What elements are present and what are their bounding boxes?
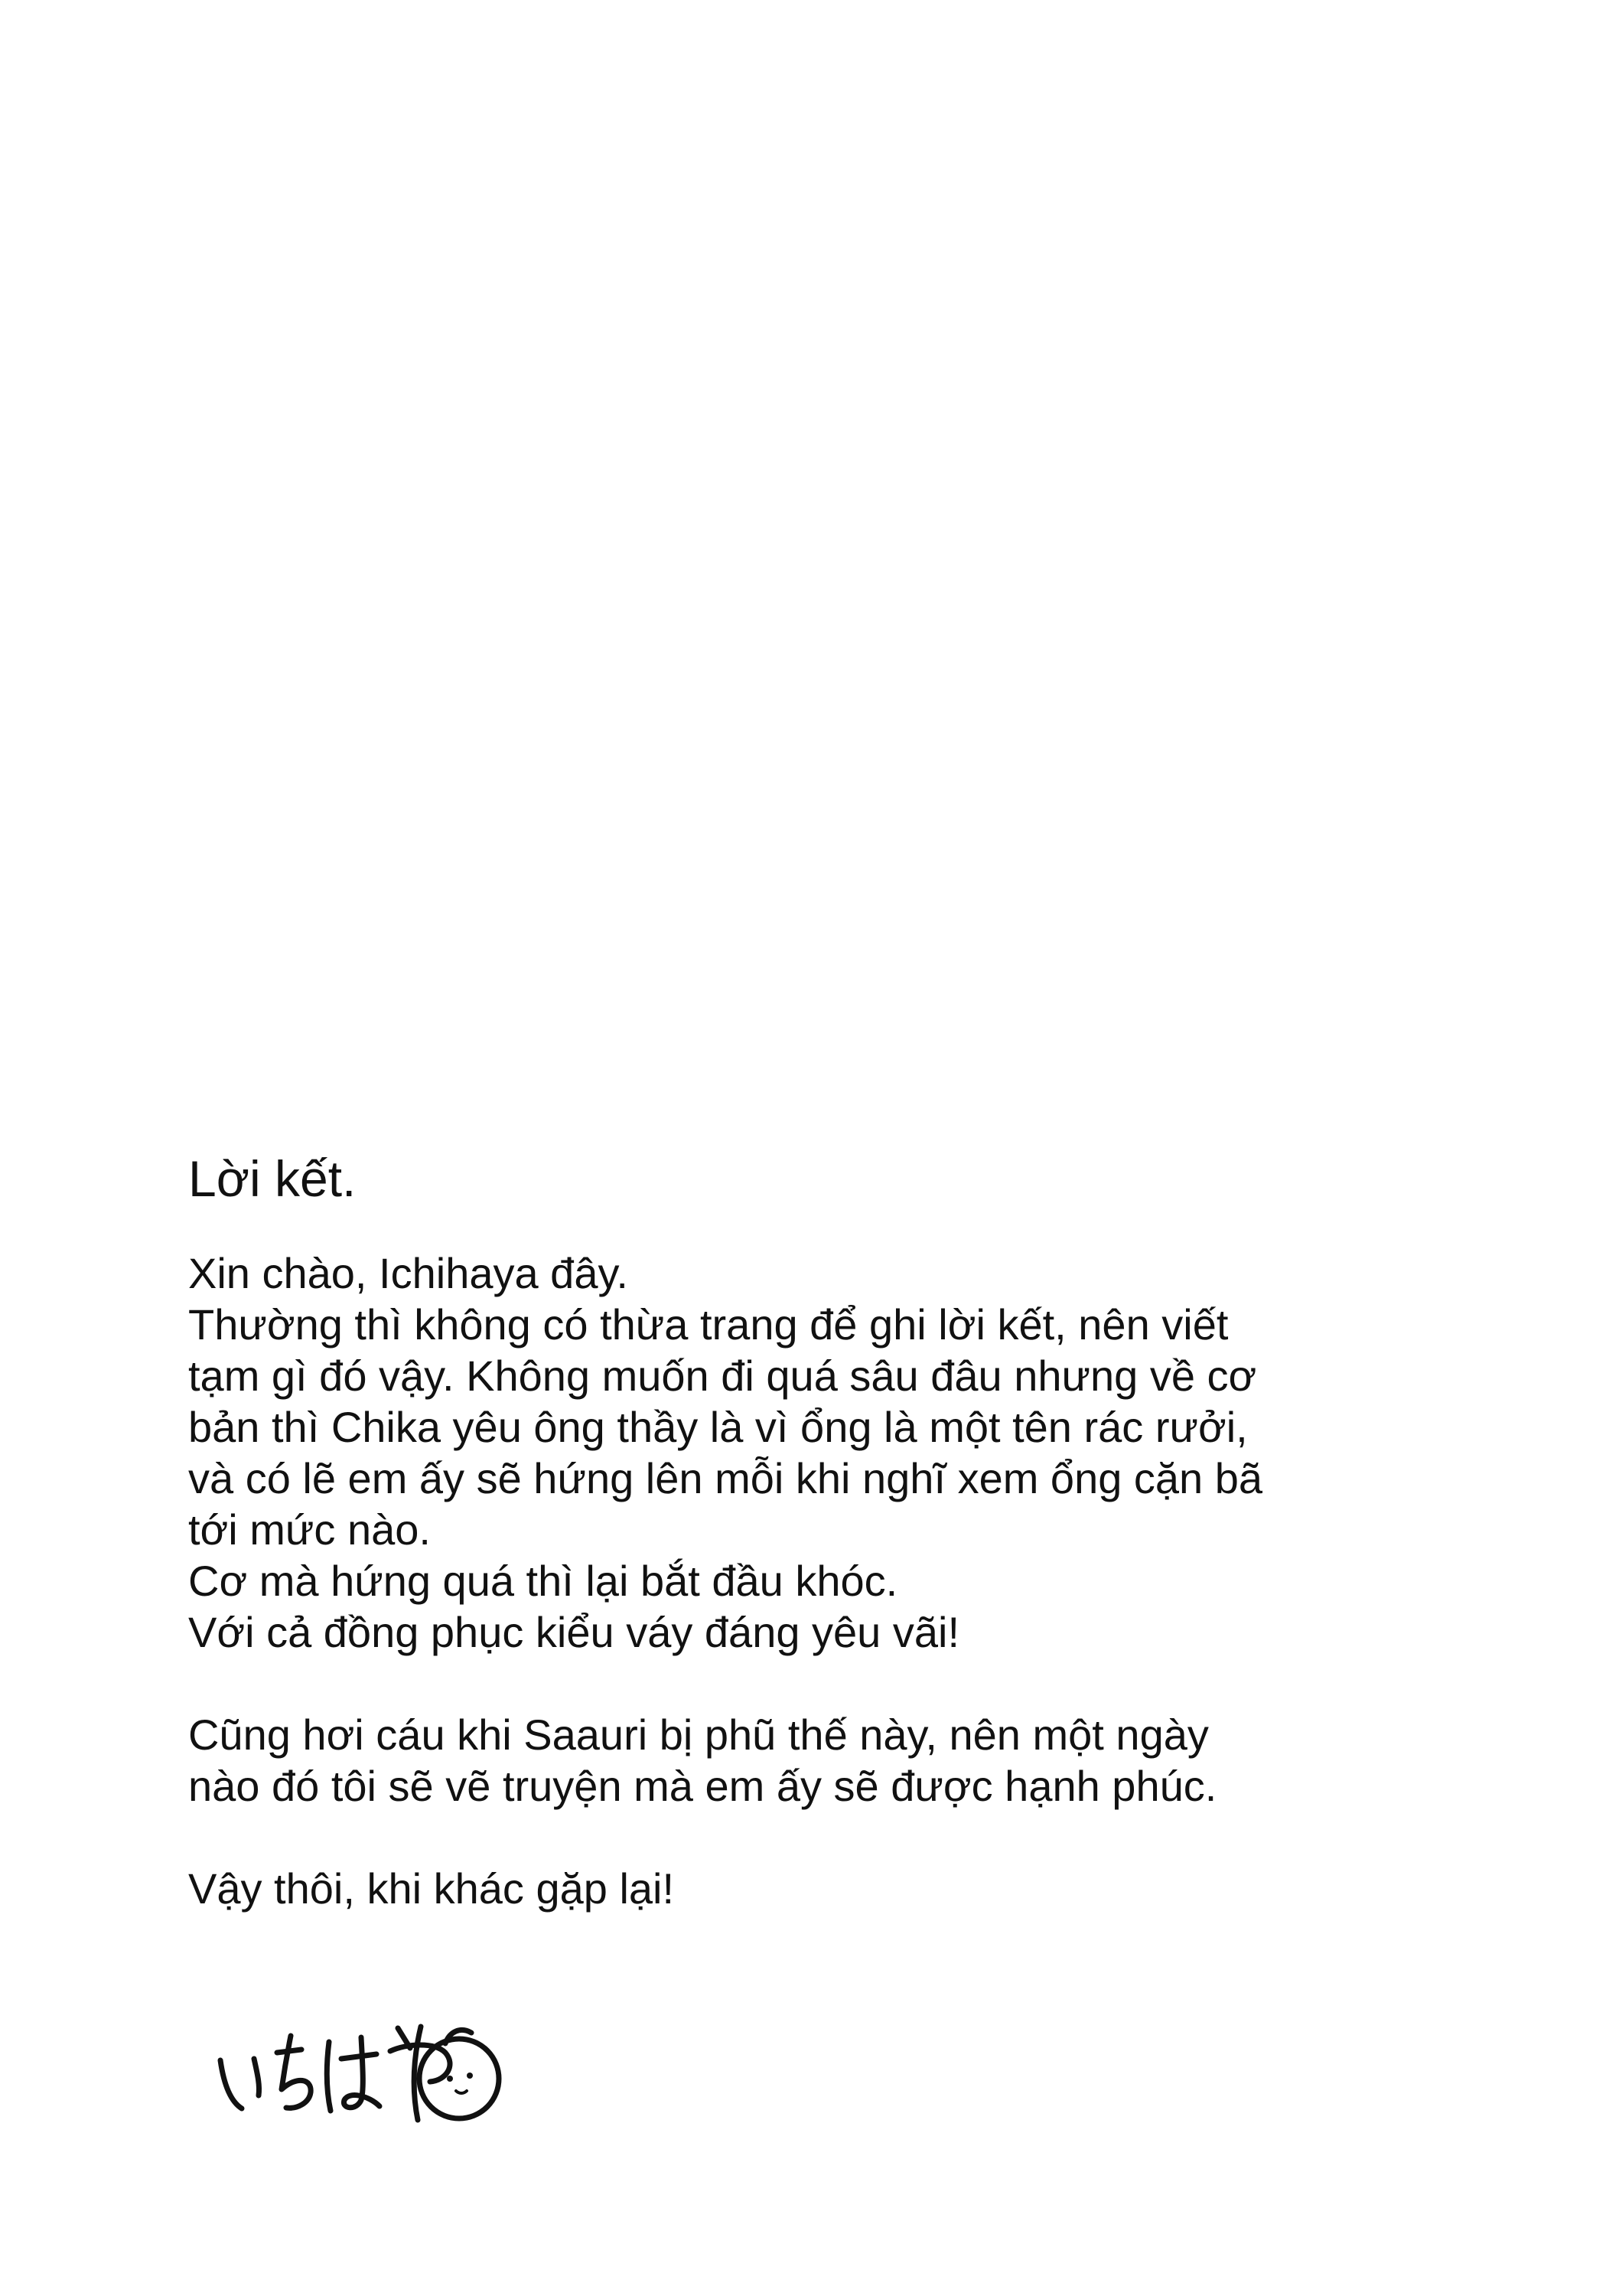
text-line: Thường thì không có thừa trang để ghi lời kết, nên viết [188,1300,1229,1349]
text-line: Cũng hơi cáu khi Saauri bị phũ thế này, nên một ngày [188,1711,1209,1759]
afterword-paragraph-1 [188,1247,1382,1658]
text-line: bản thì Chika yêu ông thầy là vì ổng là một tên rác rưởi, [188,1403,1248,1451]
text-line: và có lẽ em ấy sẽ hứng lên mỗi khi nghĩ xem ổng cặn bã [188,1454,1263,1502]
signature-stroke [254,2059,259,2095]
afterword-paragraph-2 [188,1709,1382,1812]
afterword-paragraph-3 [188,1863,1382,1914]
afterword-title: Lời kết. [188,1150,357,1207]
text-line: tạm gì đó vậy. Không muốn đi quá sâu đâu nhưng về cơ [188,1352,1257,1400]
text-line: Cơ mà hứng quá thì lại bắt đầu khóc. [188,1557,898,1605]
signature-stroke [282,2036,311,2108]
signature-face-outline [419,2039,499,2118]
signature-stroke [344,2037,380,2108]
afterword-section [188,1148,1382,1914]
signature-stroke [327,2042,331,2111]
text-line: Xin chào, Ichihaya đây. [188,1249,628,1297]
signature-drawing [207,2005,513,2135]
text-line: Vậy thôi, khi khác gặp lại! [188,1864,675,1913]
text-line: tới mức nào. [188,1505,431,1554]
text-line: Với cả đồng phục kiểu váy đáng yêu vãi! [188,1608,960,1656]
paragraph-spacer [188,1658,1382,1709]
signature-face-eye [447,2076,453,2082]
paragraph-spacer [188,1812,1382,1863]
signature-stroke [220,2060,242,2108]
signature-face-mouth [456,2091,467,2093]
text-line: nào đó tôi sẽ vẽ truyện mà em ấy sẽ được hạnh phúc. [188,1762,1217,1810]
signature-stroke [341,2054,376,2059]
author-signature [207,2005,513,2135]
signature-face-eye [467,2073,473,2079]
